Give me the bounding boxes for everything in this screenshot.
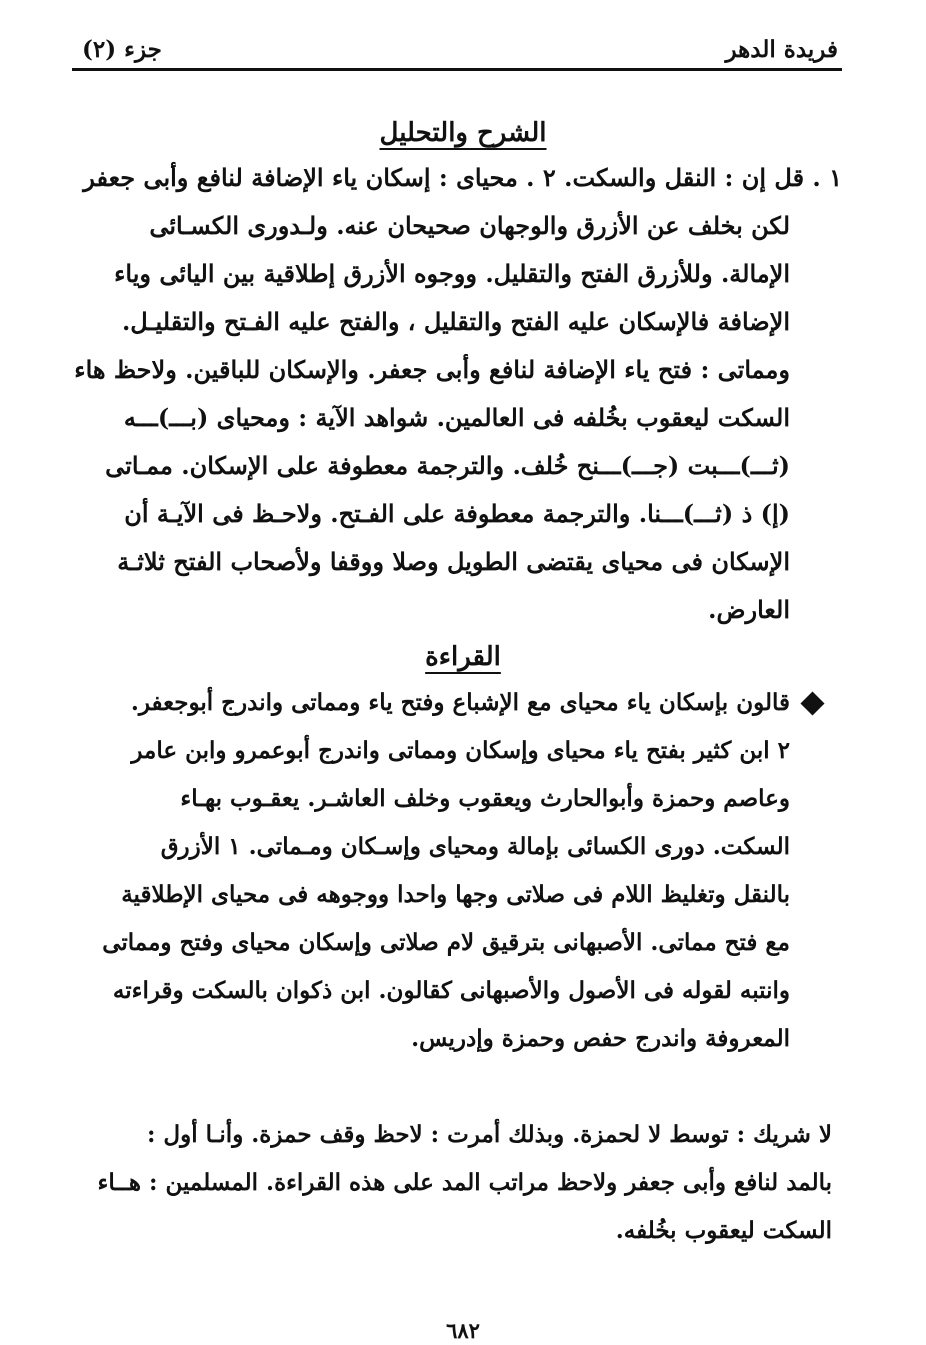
text-line: بالمد لنافع وأبى جعفر ولاحظ مراتب المد على هذه القراءة. المسلمين : هــاء: [97, 1169, 832, 1196]
text-line: الإسكان فى محياى يقتضى الطويل وصلا ووقفا ولأصحاب الفتح ثلاثـة: [117, 547, 790, 576]
text-line: قالون بإسكان ياء محياى مع الإشباع وفتح ياء ومماتى واندرج أبوجعفر.: [130, 689, 790, 716]
text-line: (ثـــ)ـــبت (جـــ)ـــنح خُلف. والترجمة معطوفة على الإسكان. ممـاتى: [105, 451, 790, 480]
text-line: ٢ ابن كثير بفتح ياء محياى وإسكان ومماتى واندرج أبوعمرو وابن عامر: [131, 737, 790, 764]
text-line: (إ) ذ (ثـــ)ـــنا. والترجمة معطوفة على الفـتح. ولاحـظ فى الآيـة أن: [124, 499, 790, 528]
section-heading-reading: القراءة: [425, 642, 501, 672]
running-header: [72, 30, 842, 71]
diamond-bullet-icon: [800, 691, 824, 715]
text-line: مع فتح مماتى. الأصبهانى بترقيق لام صلاتى وإسكان محياى وفتح ومماتى: [102, 929, 790, 956]
book-title: فريدة الدهر: [725, 36, 838, 63]
text-line: الإمالة. وللأزرق الفتح والتقليل. ووجوه الأزرق إطلاقية بين اليائى وياء: [114, 259, 790, 288]
text-line: لا شريك : توسط لا لحمزة. وبذلك أمرت : لاحظ وقف حمزة. وأنـا أول :: [146, 1121, 832, 1148]
text-line: المعروفة واندرج حفص وحمزة وإدريس.: [411, 1025, 790, 1052]
text-line: لكن بخلف عن الأزرق والوجهان صحيحان عنه. ولـدورى الكسـائى: [149, 211, 790, 240]
text-line: وانتبه لقوله فى الأصول والأصبهانى كقالون. ابن ذكوان بالسكت وقراءته: [112, 977, 790, 1004]
text-line: السكت ليعقوب بخُلفه فى العالمين. شواهد الآية : ومحياى (بـــ)ـــه: [123, 403, 790, 432]
text-line: السكت. دورى الكسائى بإمالة ومحياى وإسـكان ومـماتى. ١ الأزرق: [160, 833, 790, 860]
page-number: ٦٨٢: [446, 1318, 480, 1343]
section-heading-commentary: الشرح والتحليل: [379, 118, 547, 148]
text-line: السكت ليعقوب بخُلفه.: [615, 1217, 832, 1244]
text-line: وعاصم وحمزة وأبوالحارث ويعقوب وخلف العاشـر. يعقـوب بهـاء: [180, 785, 790, 812]
text-line: العارض.: [708, 595, 790, 624]
text-line: ١ . قل إن : النقل والسكت. ٢ . محياى : إسكان ياء الإضافة لنافع وأبى جعفر: [83, 163, 842, 192]
text-line: الإضافة فالإسكان عليه الفتح والتقليل ، والفتح عليه الفـتح والتقليـل.: [121, 307, 790, 336]
text-line: ومماتى : فتح ياء الإضافة لنافع وأبى جعفر. والإسكان للباقين. ولاحظ هاء: [74, 355, 790, 384]
text-line: بالنقل وتغليظ اللام فى صلاتى وجها واحدا ووجوهه فى محياى الإطلاقية: [121, 881, 790, 908]
part-label: جزء (٢): [82, 36, 162, 63]
